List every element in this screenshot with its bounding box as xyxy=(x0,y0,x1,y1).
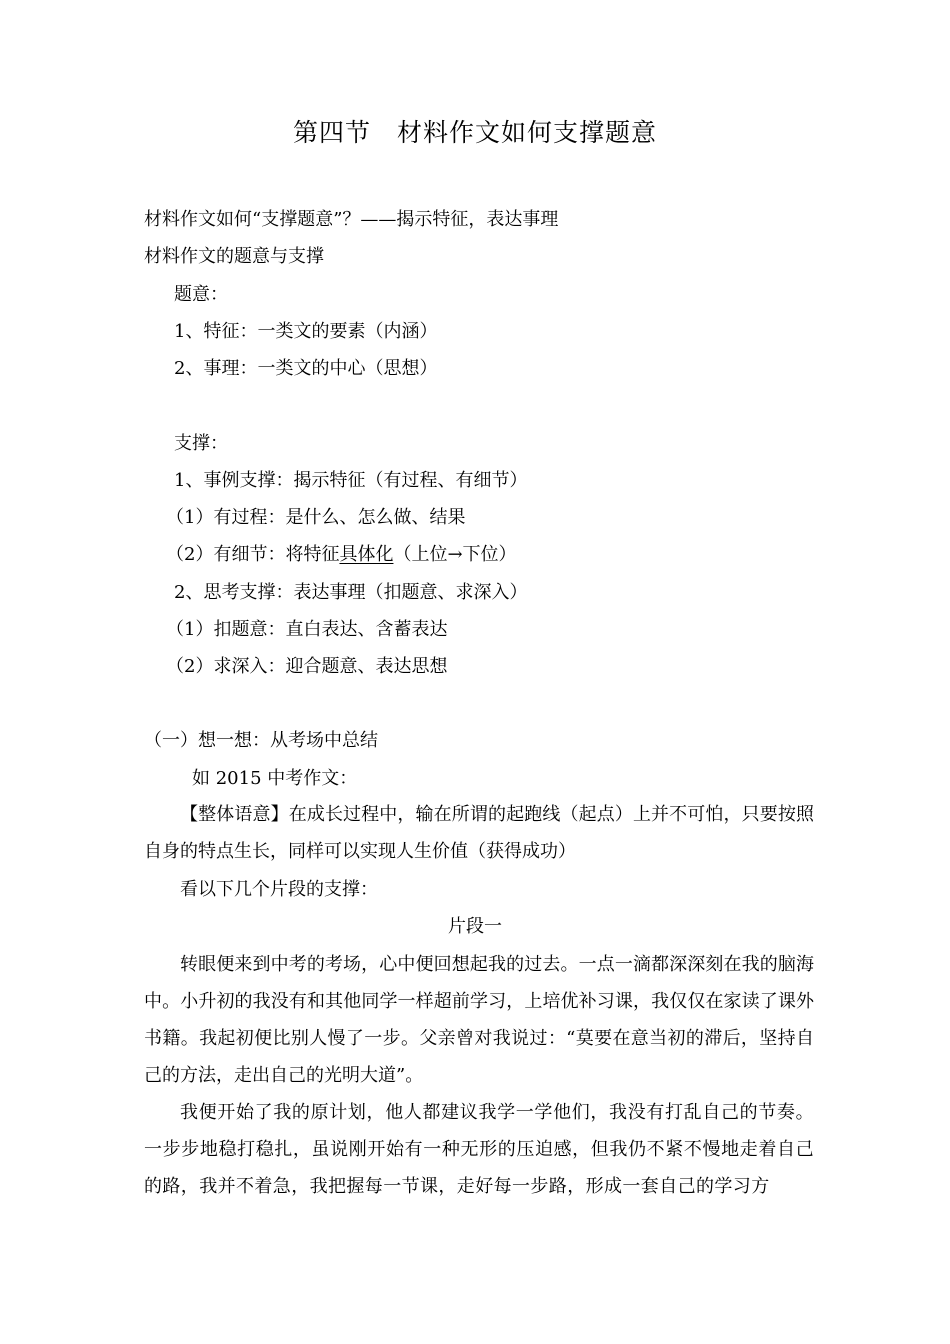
page-title: 第四节 材料作文如何支撑题意 xyxy=(292,118,657,147)
fragment-paragraph-1: 转眼便来到中考的考场，心中便回想起我的过去。一点一滴都深深刻在我的脑海中。小升初的我没有和其他同学一样超前学习，上培优补习课，我仅仅在家读了课外书籍。我起初便比别人慢了一步。父亲曾对我说过：“莫要在意当初的滞后，坚持自己的方法，走出自己的光明大道”。 xyxy=(144,954,814,1086)
item-1-2-prefix: （2）有细节：将特征 xyxy=(166,544,340,565)
fragment-title: 片段一 xyxy=(448,916,502,937)
intro-subtitle: 材料作文的题意与支撑 xyxy=(144,246,324,267)
underlined-term: 具体化 xyxy=(339,544,394,565)
zhicheng-item-1-1: （1）有过程：是什么、怎么做、结果 xyxy=(166,507,466,528)
zhicheng-item-2-2: （2）求深入：迎合题意、表达思想 xyxy=(166,656,448,677)
fragment-paragraph-2: 我便开始了我的原计划，他人都建议我学一学他们，我没有打乱自己的节奏。一步步地稳打稳扎，虽说刚开始有一种无形的压迫感，但我仍不紧不慢地走着自己的路，我并不着急，我把握每一节课，走好每一步路，形成一套自己的学习方 xyxy=(144,1102,814,1197)
zhicheng-item-2-1: （1）扣题意：直白表达、含蓄表达 xyxy=(166,619,448,640)
tiyi-heading: 题意： xyxy=(174,284,228,305)
tiyi-item-2: 2、事理：一类文的中心（思想） xyxy=(174,358,438,379)
fragments-lead: 看以下几个片段的支撑： xyxy=(180,879,378,900)
section-heading: （一）想一想：从考场中总结 xyxy=(144,730,378,751)
example-intro: 如 2015 中考作文： xyxy=(192,768,358,789)
zhicheng-item-1-2 xyxy=(166,543,517,567)
zhicheng-heading: 支撑： xyxy=(174,433,228,454)
zhicheng-item-2: 2、思考支撑：表达事理（扣题意、求深入） xyxy=(174,582,528,603)
tiyi-item-1: 1、特征：一类文的要素（内涵） xyxy=(174,321,438,342)
overall-meaning-paragraph: 【整体语意】在成长过程中，输在所谓的起跑线（起点）上并不可怕，只要按照自身的特点生长，同样可以实现人生价值（获得成功） xyxy=(144,804,814,862)
zhicheng-item-1: 1、事例支撑：揭示特征（有过程、有细节） xyxy=(174,470,528,491)
item-1-2-suffix: （上位→下位） xyxy=(393,544,517,565)
intro-question: 材料作文如何“支撑题意”？——揭示特征，表达事理 xyxy=(144,209,559,230)
